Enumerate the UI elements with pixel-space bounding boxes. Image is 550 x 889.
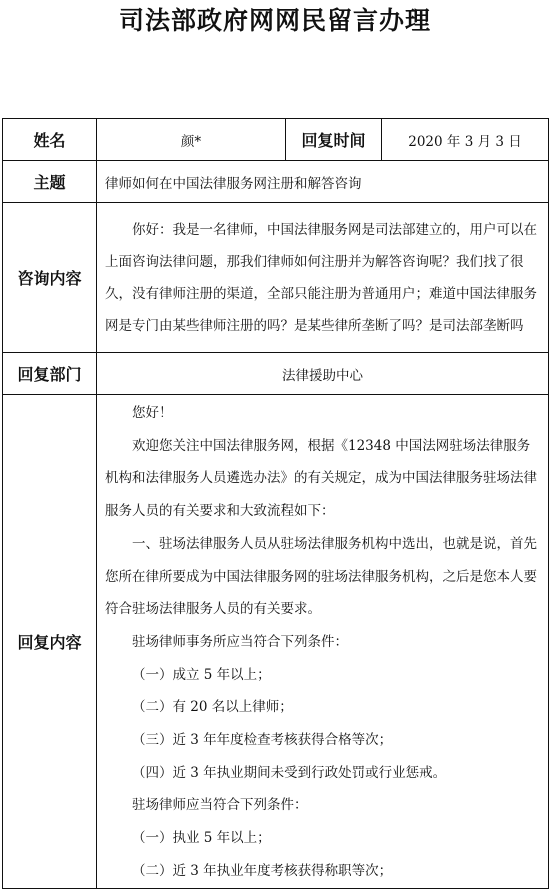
subject-label: 主题: [3, 161, 97, 203]
reply-time-value: 2020 年 3 月 3 日: [382, 119, 549, 161]
reply-paragraph: （二）近 3 年执业年度考核获得称职等次；: [132, 862, 393, 879]
name-label: 姓名: [3, 119, 97, 161]
reply-content: [97, 395, 549, 889]
dept-value: 法律援助中心: [97, 353, 549, 395]
name-row: [3, 119, 549, 161]
consult-text: 你好：我是一名律师，中国法律服务网是司法部建立的，用户可以在上面咨询法律问题，那我们律师如何注册并为解答咨询呢？我们找了很久，没有律师注册的渠道，全部只能注册为普通用户；难道中国法律服务网是专门由某些律师注册的吗？是某些律所垄断了吗？是司法部垄断吗: [105, 221, 537, 334]
message-form-table: [2, 118, 549, 889]
subject-row: [3, 161, 549, 203]
reply-paragraph: 驻场律师应当符合下列条件：: [132, 797, 308, 814]
dept-label: 回复部门: [3, 353, 97, 395]
reply-time-label: 回复时间: [286, 119, 382, 161]
reply-row: [3, 395, 549, 889]
reply-paragraph: （四）近 3 年执业期间未受到行政处罚或行业惩戒。: [132, 764, 447, 781]
reply-paragraph: 驻场律师事务所应当符合下列条件：: [132, 633, 348, 650]
reply-paragraph: 一、驻场法律服务人员从驻场法律服务机构中选出，也就是说，首先您所在律所要成为中国法律服务网的驻场法律服务机构，之后是您本人要符合驻场法律服务人员的有关要求。: [105, 535, 537, 618]
consult-content: [97, 203, 549, 353]
consult-row: [3, 203, 549, 353]
subject-value: 律师如何在中国法律服务网注册和解答咨询: [97, 161, 549, 203]
reply-paragraph: （一）成立 5 年以上；: [132, 666, 271, 683]
reply-paragraph: 欢迎您关注中国法律服务网，根据《12348 中国法网驻场法律服务机构和法律服务人员遴选办法》的有关规定，成为中国法律服务驻场法律服务人员的有关要求和大致流程如下：: [105, 437, 537, 520]
reply-paragraph: （一）执业 5 年以上；: [132, 830, 271, 847]
reply-paragraph: 您好！: [132, 405, 173, 421]
reply-label: 回复内容: [3, 395, 97, 889]
reply-paragraph: （二）有 20 名以上律师；: [132, 699, 293, 716]
reply-paragraph: （三）近 3 年年度检查考核获得合格等次；: [132, 732, 393, 749]
dept-row: [3, 353, 549, 395]
consult-label: 咨询内容: [3, 203, 97, 353]
page-title: 司法部政府网网民留言办理: [118, 6, 431, 35]
name-value: 颜*: [97, 119, 286, 161]
